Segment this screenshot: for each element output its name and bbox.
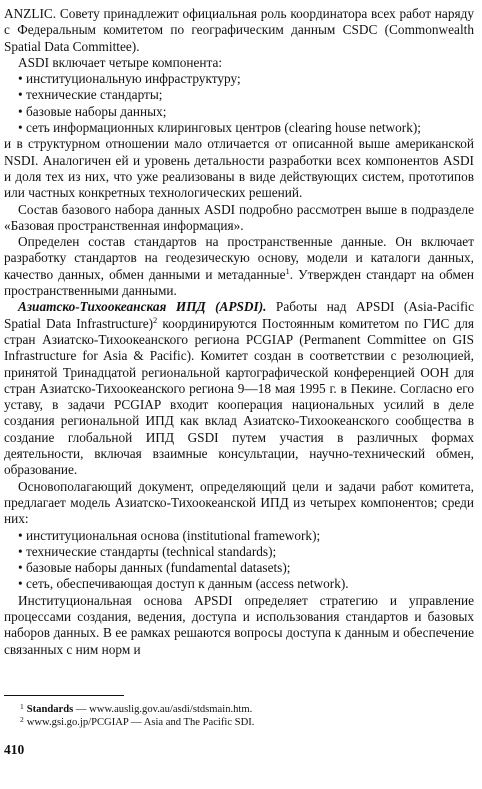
footnote-ref: 2: [153, 314, 158, 325]
paragraph-text: координируются Постоянным комитетом по ГИС для стран Азиатско-Тихоокеанского региона PCGIAP (Permanent Committee on GIS Infrastructure for Asia & Pacific). Комитет создан в соответствии с резолюцией, принятой Тринадцатой региональной картографической конференцией ООН для стран Азиатско-Тихоокеанского региона 9—18 мая 1995 г. в Пекине. Согласно его уставу, в задачи PCGIAP входит кооперация национальных усилий в деле создания региональной ИПД как вклад Азиатско-Тихоокеанского сообщества в создание глобальной ИПД GSDI путем участия в различных формах деятельности, включая взаимные консультации, научно-технический обмен, образование.: [4, 315, 474, 478]
footnote-ref: 1: [285, 265, 290, 276]
paragraph-text: Определен состав стандартов на пространственные данные. Он включает разработку стандартов на геодезическую основу, модели и каталоги данных, качество данных, обмен данными и метаданные: [4, 234, 474, 282]
paragraph-text: ASDI включает четыре компонента:: [18, 54, 223, 70]
run-in-heading: Азиатско-Тихоокеанская ИПД (APSDI).: [18, 299, 267, 315]
list-item: [4, 560, 474, 576]
paragraph-text: • сеть информационных клиринговых центров (clearing house network);: [18, 120, 421, 136]
paragraph: [4, 136, 474, 201]
paragraph: [4, 6, 474, 55]
list-item: [4, 576, 474, 592]
paragraph: [4, 202, 474, 235]
paragraph-text: • институциональную инфраструктуру;: [18, 71, 241, 87]
paragraph: [4, 479, 474, 528]
paragraph-text: • базовые наборы данных (fundamental datasets);: [18, 560, 291, 576]
list-item: [4, 71, 474, 87]
paragraph-text: • технические стандарты (technical standards);: [18, 543, 277, 559]
paragraph-text: Работы над APSDI (Asia-Pacific Spatial Data Infrastructure): [4, 299, 474, 331]
paragraph: [4, 299, 474, 478]
footnote-text: www.gsi.go.jp/PCGIAP — Asia and The Pacific SDI.: [26, 717, 255, 728]
paragraph: [4, 234, 474, 299]
paragraph-text: и в структурном отношении мало отличается от описанной выше американской NSDI. Аналогичен ей и уровень детальности разработки всех компонентов ASDI и доля тех из них, что уже реализованы в виде действующих систем, прототипов или частных конкретных технологических решений.: [4, 136, 474, 201]
footnote-number: 2: [20, 715, 24, 724]
list-item: [4, 544, 474, 560]
list-item: [4, 120, 474, 136]
footnote-text: — www.auslig.gov.au/asdi/stdsmain.htm.: [73, 704, 253, 715]
list-item: [4, 87, 474, 103]
paragraph-text: . Утвержден стандарт на обмен пространственными данными.: [4, 266, 474, 299]
paragraph-text: ANZLIC. Совету принадлежит официальная роль координатора всех работ наряду с Федеральным комитетом по географическим данным CSDC (Commonwealth Spatial Data Committee).: [4, 6, 474, 54]
paragraph-text: • сеть, обеспечивающая доступ к данным (access network).: [18, 576, 349, 592]
page-number: 410: [4, 742, 25, 757]
paragraph-text: • технические стандарты;: [18, 87, 163, 103]
paragraph-text: • институциональная основа (institutional framework);: [18, 527, 321, 543]
footnote-title: Standards: [26, 704, 74, 715]
paragraph-text: Институциональная основа APSDI определяет стратегию и управление процессами создания, ведения, доступа и использования стандартов и базовых наборов данных. В ее рамках решаются вопросы доступа к данным и обеспечение связанных с ним норм и: [4, 592, 474, 657]
footnotes: [20, 703, 470, 729]
footnote-number: 1: [20, 702, 24, 711]
paragraph: [4, 55, 474, 71]
list-item: [4, 528, 474, 544]
footnote: [20, 703, 470, 716]
paragraph-text: Основополагающий документ, определяющий цели и задачи работ комитета, предлагает модель Азиатско-Тихоокеанской ИПД из четырех компонентов; среди них:: [4, 478, 474, 527]
body-text: [4, 6, 474, 658]
footnote: [20, 716, 470, 729]
list-item: [4, 104, 474, 120]
footnote-divider: [4, 695, 124, 696]
paragraph: [4, 593, 474, 658]
paragraph-text: Состав базового набора данных ASDI подробно рассмотрен выше в подразделе «Базовая пространственная информация».: [4, 201, 474, 233]
paragraph-text: • базовые наборы данных;: [18, 103, 167, 119]
